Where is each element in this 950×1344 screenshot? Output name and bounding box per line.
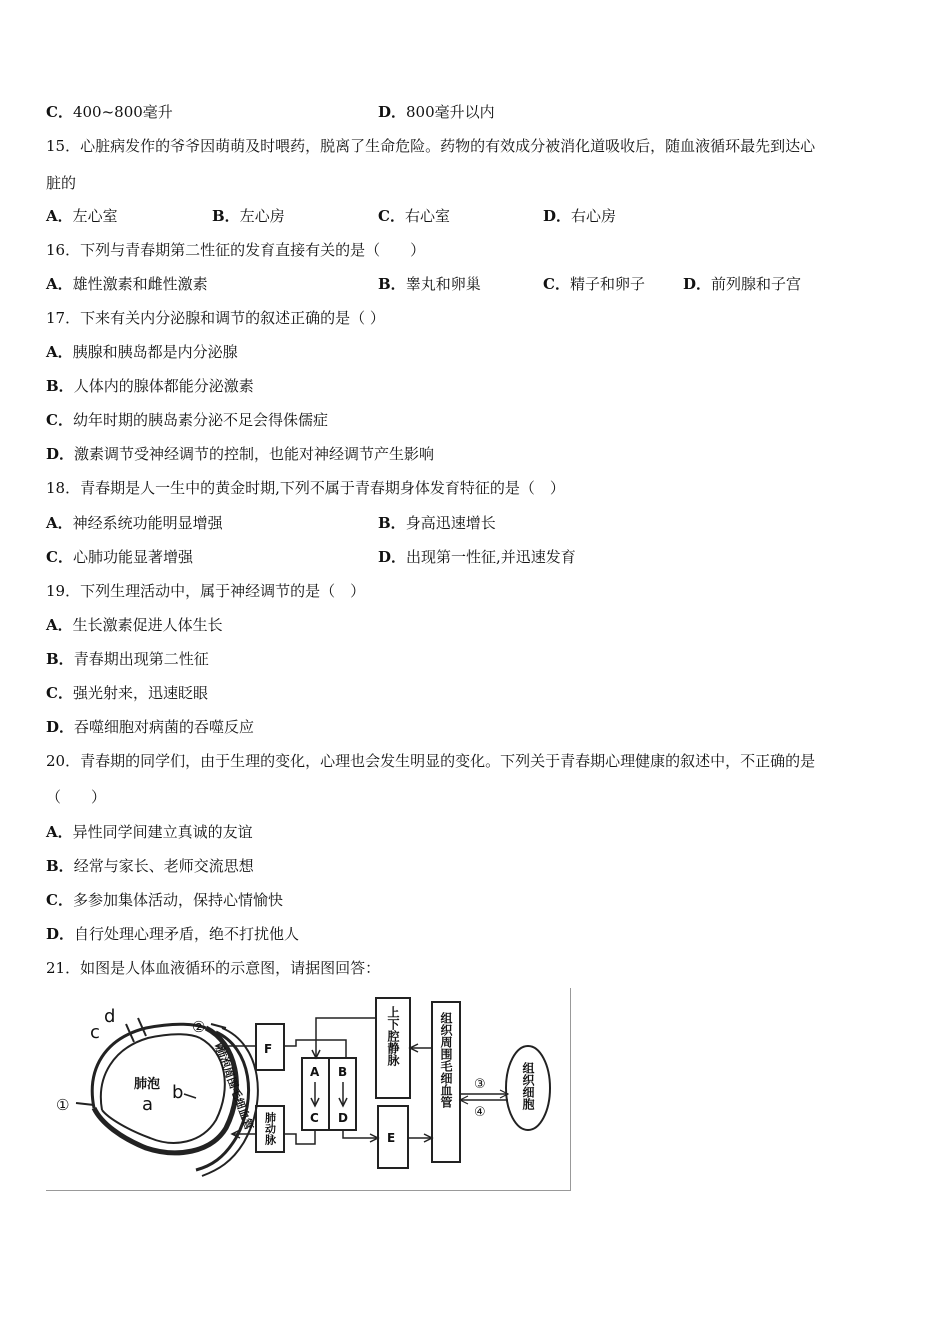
q17-stem: 17．下来有关内分泌腺和调节的叙述正确的是（ ） bbox=[46, 309, 385, 327]
q14-option-d: D．800毫升以内 bbox=[378, 103, 495, 121]
q20-option-a: A．异性同学间建立真诚的友谊 bbox=[46, 823, 253, 841]
label-c: c bbox=[90, 1022, 100, 1043]
label-b: b bbox=[172, 1082, 184, 1103]
q17-option-b: B．人体内的腺体都能分泌激素 bbox=[46, 377, 254, 395]
label-B: B bbox=[338, 1065, 348, 1079]
label-alveolus: 肺泡 bbox=[134, 1077, 161, 1092]
q20-stem-cont: （ ） bbox=[46, 788, 107, 806]
q20-option-b: B．经常与家长、老师交流思想 bbox=[46, 857, 254, 875]
q18-option-b: B．身高迅速增长 bbox=[378, 514, 496, 532]
q17-option-a: A．胰腺和胰岛都是内分泌腺 bbox=[46, 343, 238, 361]
q15-option-a: A．左心室 bbox=[46, 207, 118, 225]
blood-circulation-diagram bbox=[46, 988, 571, 1191]
label-vena-cava: 上下腔静脉 bbox=[386, 1006, 400, 1066]
q16-option-c: C．精子和卵子 bbox=[543, 275, 645, 293]
q15-stem-cont: 脏的 bbox=[46, 174, 77, 192]
label-circle-1: ① bbox=[56, 1096, 70, 1114]
q18-option-c: C．心肺功能显著增强 bbox=[46, 548, 193, 566]
q16-option-a: A．雄性激素和雌性激素 bbox=[46, 275, 208, 293]
q20-stem: 20．青春期的同学们，由于生理的变化，心理也会发生明显的变化。下列关于青春期心理健康的叙述中，不正确的是 bbox=[46, 752, 816, 770]
q15-stem: 15．心脏病发作的爷爷因萌萌及时喂药，脱离了生命危险。药物的有效成分被消化道吸收后，随血液循环最先到达心 bbox=[46, 137, 816, 155]
q19-option-c: C．强光射来，迅速眨眼 bbox=[46, 684, 208, 702]
q17-option-d: D．激素调节受神经调节的控制，也能对神经调节产生影响 bbox=[46, 445, 435, 463]
q19-option-a: A．生长激素促进人体生长 bbox=[46, 616, 223, 634]
label-D: D bbox=[338, 1111, 348, 1125]
label-lung-capillary: 肺泡周围毛细血管 bbox=[213, 1044, 256, 1132]
q16-option-b: B．睾丸和卵巢 bbox=[378, 275, 481, 293]
q18-option-d: D．出现第一性征,并迅速发育 bbox=[378, 548, 576, 566]
q15-option-b: B．左心房 bbox=[212, 207, 285, 225]
label-tissue-capillary: 组织周围毛细血管 bbox=[439, 1012, 453, 1108]
q14-option-c: C．400~800毫升 bbox=[46, 103, 173, 121]
q19-option-d: D．吞噬细胞对病菌的吞噬反应 bbox=[46, 718, 255, 736]
q16-stem: 16．下列与青春期第二性征的发育直接有关的是（ ） bbox=[46, 241, 426, 259]
label-circle-2: ② bbox=[192, 1018, 206, 1036]
label-circle-3: ③ bbox=[474, 1077, 486, 1092]
label-F: F bbox=[264, 1042, 273, 1056]
q20-option-c: C．多参加集体活动，保持心情愉快 bbox=[46, 891, 283, 909]
label-A: A bbox=[310, 1065, 320, 1079]
label-tissue-cell: 组织细胞 bbox=[521, 1062, 535, 1110]
label-E: E bbox=[387, 1131, 396, 1145]
label-C: C bbox=[310, 1111, 319, 1125]
q18-stem: 18．青春期是人一生中的黄金时期,下列不属于青春期身体发育特征的是（ ） bbox=[46, 479, 565, 497]
q18-option-a: A．神经系统功能明显增强 bbox=[46, 514, 223, 532]
q16-option-d: D．前列腺和子宫 bbox=[683, 275, 802, 293]
q19-option-b: B．青春期出现第二性征 bbox=[46, 650, 209, 668]
label-pulmonary-artery: 肺动脉 bbox=[263, 1112, 277, 1145]
label-d: d bbox=[104, 1006, 116, 1027]
q17-option-c: C．幼年时期的胰岛素分泌不足会得侏儒症 bbox=[46, 411, 328, 429]
q19-stem: 19．下列生理活动中，属于神经调节的是（ ） bbox=[46, 582, 366, 600]
q20-option-d: D．自行处理心理矛盾，绝不打扰他人 bbox=[46, 925, 300, 943]
q15-option-d: D．右心房 bbox=[543, 207, 617, 225]
label-a: a bbox=[142, 1094, 154, 1115]
q15-option-c: C．右心室 bbox=[378, 207, 450, 225]
q21-stem: 21．如图是人体血液循环的示意图，请据图回答： bbox=[46, 959, 381, 977]
label-circle-4: ④ bbox=[474, 1105, 486, 1120]
alveolus-drawing bbox=[76, 1018, 258, 1176]
